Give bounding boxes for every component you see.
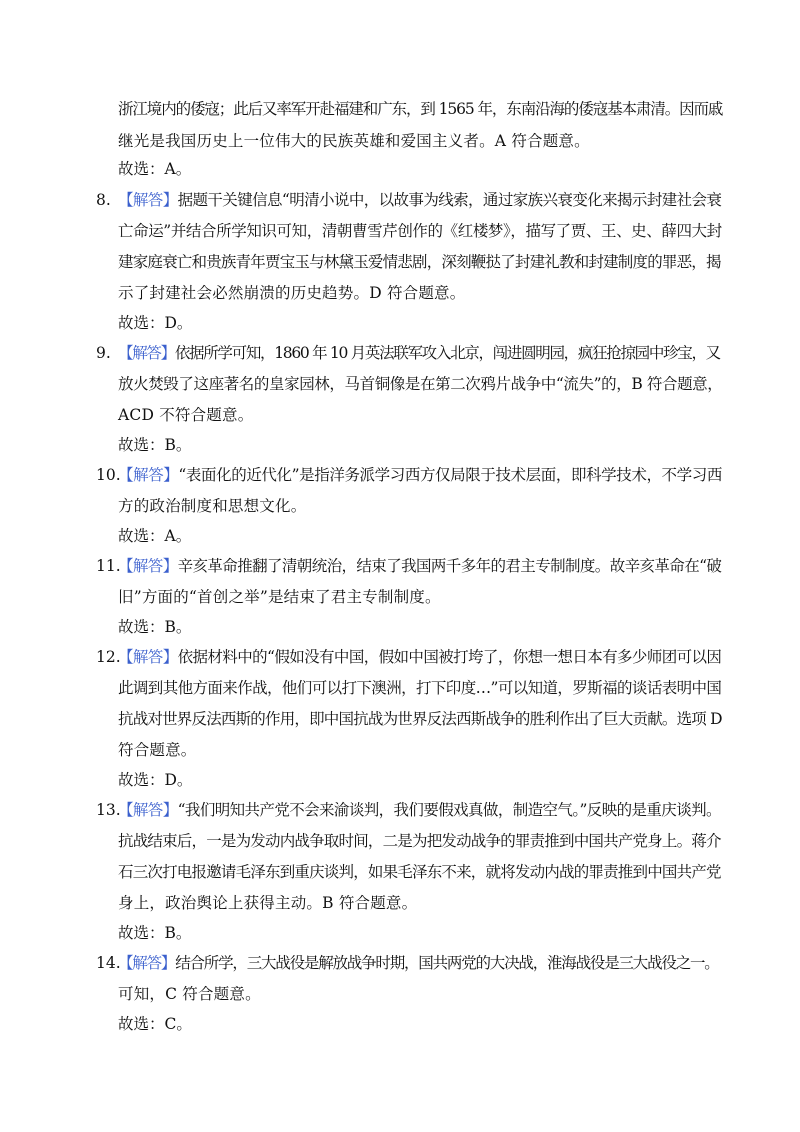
item-line: 亡命运”并结合所学知识可知，清朝曹雪芹创作的《红楼梦》，描写了贾、王、史、薛四大封	[118, 222, 722, 240]
item-line: 石三次打电报邀请毛泽东到重庆谈判，如果毛泽东不来，就将发动内战的罪责推到中国共产党	[118, 863, 721, 881]
answer-tag: 【解答】	[118, 954, 176, 972]
answer-tag: 【解答】	[118, 344, 175, 362]
item-line: 此调到其他方面来作战，他们可以打下澳洲，打下印度…”可以知道，罗斯福的谈话表明中国	[118, 679, 722, 697]
item-answer: 故选：D。	[118, 771, 193, 789]
item-first-line	[118, 953, 719, 973]
item-answer: 故选：B。	[118, 436, 192, 454]
intro-line-2: 继光是我国历史上一位伟大的民族英雄和爱国主义者。A 符合题意。	[118, 132, 590, 150]
item-number: 13.	[96, 801, 121, 819]
item-answer: 故选：B。	[118, 618, 192, 636]
item-line: 旧”方面的“首创之举”是结束了君主专制制度。	[118, 588, 441, 606]
item-line: 建家庭衰亡和贵族青年贾宝玉与林黛玉爱情悲剧，深刻鞭挞了封建礼教和封建制度的罪恶，揭	[118, 253, 721, 271]
item-first-text: 据题干关键信息“明清小说中，以故事为线索，通过家族兴衰变化来揭示封建社会衰	[177, 191, 722, 209]
item-first-line	[118, 556, 721, 576]
item-line: 可知，C 符合题意。	[118, 985, 261, 1003]
item-number: 9.	[96, 344, 111, 362]
item-first-line	[118, 190, 721, 210]
intro-answer: 故选：A。	[118, 160, 192, 178]
item-answer: 故选：B。	[118, 924, 192, 942]
answer-tag: 【解答】	[118, 557, 178, 575]
item-answer: 故选：A。	[118, 527, 192, 545]
answer-tag: 【解答】	[118, 648, 178, 666]
item-first-text: 依据材料中的“假如没有中国，假如中国被打垮了，你想一想日本有多少师团可以因	[177, 648, 722, 666]
item-first-line	[118, 343, 720, 363]
item-first-text: “我们明知共产党不会来渝谈判，我们要假戏真做，制造空气。”反映的是重庆谈判。	[177, 801, 721, 819]
item-first-text: “表面化的近代化”是指洋务派学习西方仅局限于技术层面，即科学技术，不学习西	[178, 466, 722, 484]
answer-tag: 【解答】	[118, 466, 179, 484]
intro-line-1: 浙江境内的倭寇；此后又率军开赴福建和广东，到 1565 年，东南沿海的倭寇基本肃清。因而戚	[118, 100, 723, 118]
item-first-text: 辛亥革命推翻了清朝统治，结束了我国两千多年的君主专制制度。故辛亥革命在“破	[177, 557, 722, 575]
item-line: 抗战结束后，一是为发动内战争取时间，二是为把发动战争的罪责推到中国共产党身上。蒋介	[118, 832, 721, 850]
item-answer: 故选：C。	[118, 1015, 192, 1033]
item-answer: 故选：D。	[118, 314, 193, 332]
item-number: 10.	[96, 466, 121, 484]
item-line: 放火焚毁了这座著名的皇家园林，马首铜像是在第二次鸦片战争中“流失”的，B 符合题意，	[118, 375, 723, 393]
item-number: 8.	[96, 191, 111, 209]
item-line: 方的政治制度和思想文化。	[118, 497, 307, 515]
item-number: 11.	[96, 557, 121, 575]
item-first-line	[118, 800, 721, 820]
item-number: 14.	[96, 954, 121, 972]
item-number: 12.	[96, 648, 121, 666]
item-line: 抗战对世界反法西斯的作用，即中国抗战为世界反法西斯战争的胜利作出了巨大贡献。选项 D	[118, 710, 722, 728]
answer-tag: 【解答】	[118, 801, 178, 819]
item-first-text: 结合所学，三大战役是解放战争时期，国共两党的大决战，淮海战役是三大战役之一。	[175, 954, 719, 972]
item-first-text: 依据所学可知，1860 年 10 月英法联军攻入北京，闯进圆明园，疯狂抢掠园中珍宝，又	[174, 344, 720, 362]
item-line: 符合题意。	[118, 741, 197, 759]
item-line: 身上，政治舆论上获得主动。B 符合题意。	[118, 894, 418, 912]
item-first-line	[118, 465, 722, 485]
item-first-line	[118, 647, 721, 667]
item-line: 示了封建社会必然崩溃的历史趋势。D 符合题意。	[118, 284, 466, 302]
item-line: ACD 不符合题意。	[118, 406, 254, 424]
answer-tag: 【解答】	[118, 191, 178, 209]
